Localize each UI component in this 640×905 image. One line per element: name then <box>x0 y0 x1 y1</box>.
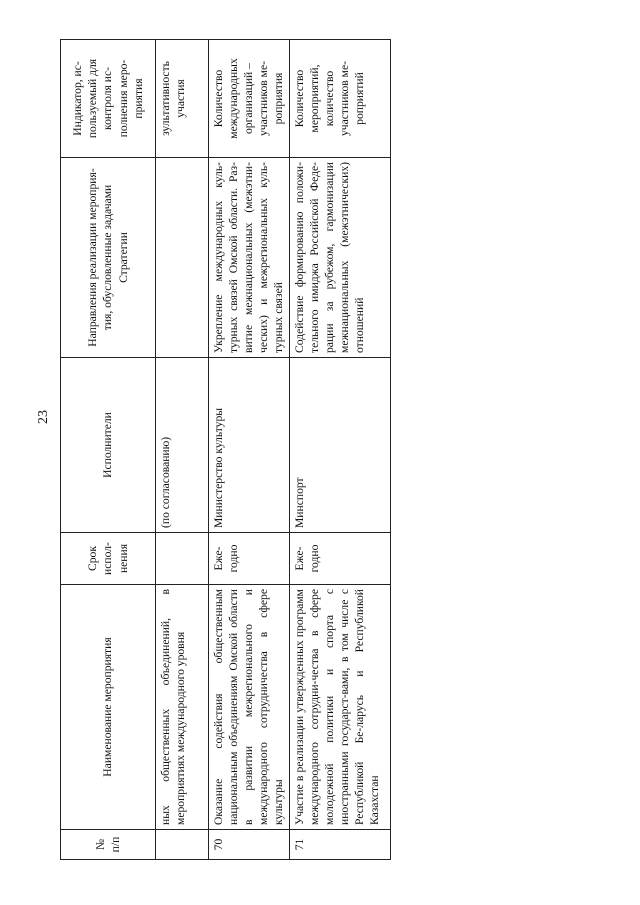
rotated-table-container <box>60 40 620 860</box>
table-header-row <box>61 40 156 860</box>
row-num <box>156 830 209 860</box>
row-directions <box>156 158 209 358</box>
table-row <box>156 40 209 860</box>
header-term: Срок испол-нения <box>61 533 156 585</box>
header-indicator: Индикатор, ис-пользуемый для контроля ис-полнения меро-приятия <box>61 40 156 158</box>
row-executors: Министерство культуры <box>209 358 290 533</box>
row-indicator: Количество мероприятий, количество участников ме-роприятий <box>290 40 391 158</box>
row-num: 70 <box>209 830 290 860</box>
row-name: ных общественных объединений, в мероприятиях международного уровня <box>156 585 209 830</box>
row-executors: (по согласованию) <box>156 358 209 533</box>
header-directions: Направления реализации мероприя-тия, обусловленные задачами Стратегии <box>61 158 156 358</box>
row-directions: Содействие формированию положи-тельного имиджа Российской Феде-рации за рубежом, гармонизации межнациональных (межэтнических) отношений <box>290 158 391 358</box>
table-row <box>290 40 391 860</box>
row-term: Еже-годно <box>290 533 391 585</box>
header-executors: Исполнители <box>61 358 156 533</box>
row-name: Оказание содействия общественным национальным объединениям Омской области в развитии межрегионального и международного сотрудничества в сфере культуры <box>209 585 290 830</box>
page-number: 23 <box>36 410 51 424</box>
row-name: Участие в реализации утвержденных программ международного сотрудни-чества в сфере молодежной политики и спорта с иностранными государст-вами, в том числе с Республикой Бе-ларусь и Республикой Казахстан <box>290 585 391 830</box>
row-num: 71 <box>290 830 391 860</box>
row-executors: Минспорт <box>290 358 391 533</box>
header-name: Наименование мероприятия <box>61 585 156 830</box>
measures-table <box>60 39 391 860</box>
row-indicator: зультативность участия <box>156 40 209 158</box>
table-row <box>209 40 290 860</box>
row-term: Еже-годно <box>209 533 290 585</box>
row-indicator: Количество международных организаций – участников ме-роприятия <box>209 40 290 158</box>
row-term <box>156 533 209 585</box>
row-directions: Укрепление международных куль-турных связей Омской области. Раз-витие межнациональных (межэтни-ческих) и межрегиональных куль-турных связей <box>209 158 290 358</box>
header-num: № п/п <box>61 830 156 860</box>
